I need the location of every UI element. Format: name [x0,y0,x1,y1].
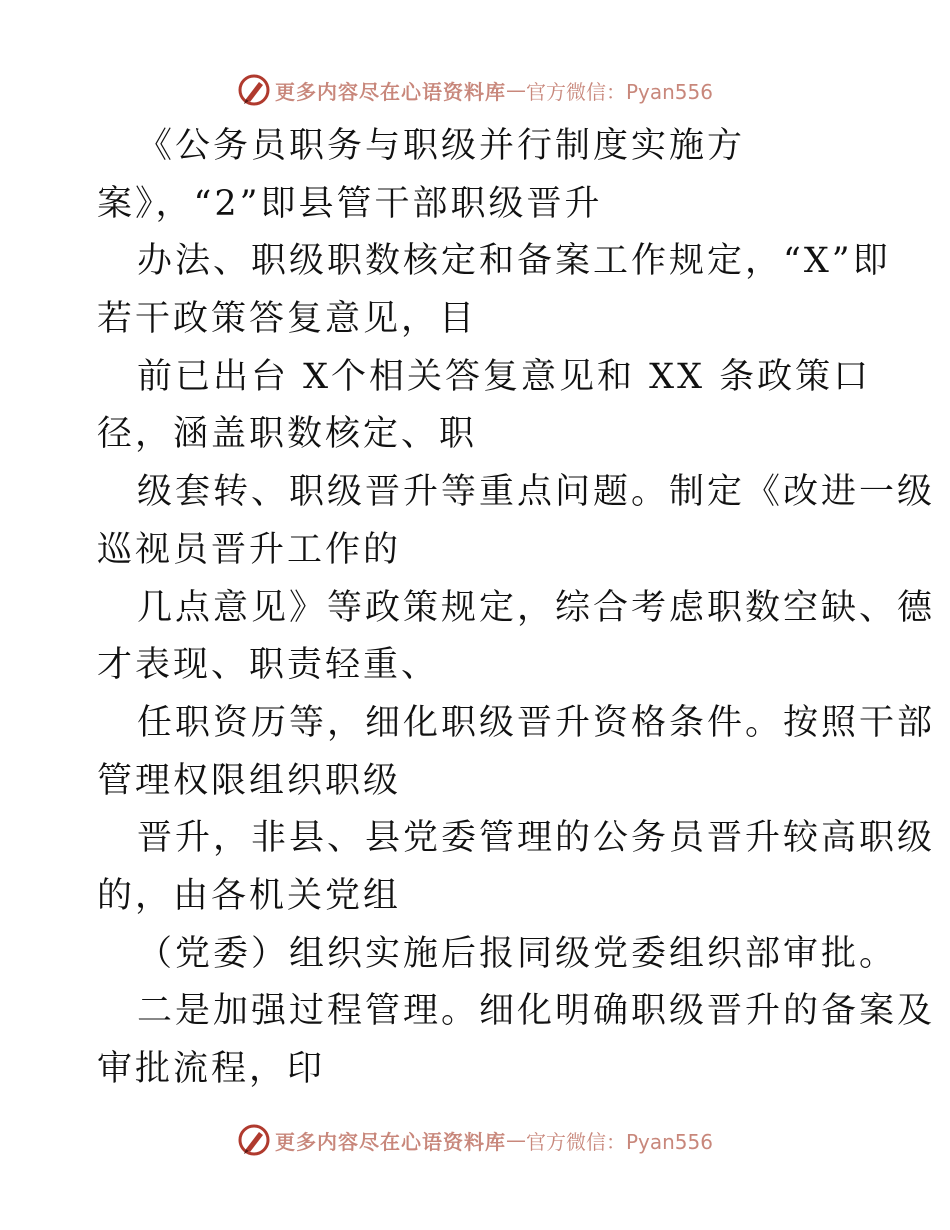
document-body [97,118,936,1099]
watermark-separator: — [505,1128,526,1152]
text-line: 若干政策答复意见，目 [97,299,478,340]
text-line: 径，涵盖职数核定、职 [97,414,478,455]
pen-logo-icon [237,73,271,107]
text-line: 前已出台 X个相关答复意见和 XX 条政策口 [137,356,872,397]
text-line: 审批流程，印 [97,1049,326,1089]
text-line: 的，由各机关党组 [97,875,402,916]
watermark-wechat: 官方微信：Pyan556 [525,79,713,104]
text-line: 《公务员职务与职级并行制度实施方 [137,126,746,166]
footer-watermark [0,1120,950,1160]
watermark-text: 更多内容尽在心语资料库 [274,79,506,104]
text-line: 任职资历等，细化职级晋升资格条件。按照干部 [137,702,936,743]
watermark-text: 更多内容尽在心语资料库 [274,1129,506,1154]
text-line: 级套转、职级晋升等重点问题。制定《改进一级 [137,472,936,513]
text-line: 晋升，非县、县党委管理的公务员晋升较高职级 [137,818,936,859]
text-line: 管理权限组织职级 [97,760,402,801]
watermark-separator: — [505,78,526,102]
text-line: 才表现、职责轻重、 [97,645,440,686]
text-line: 二是加强过程管理。细化明确职级晋升的备案及 [137,991,936,1032]
text-line: （党委）组织实施后报同级党委组织部审批。 [137,933,898,974]
text-line: 案》，“2”即县管干部职级晋升 [97,183,603,224]
text-line: 巡视员晋升工作的 [97,529,402,570]
watermark-wechat: 官方微信：Pyan556 [525,1129,713,1154]
pen-logo-icon [237,1123,271,1157]
text-line: 几点意见》等政策规定，综合考虑职数空缺、德 [137,587,936,628]
header-watermark [0,70,950,110]
text-line: 办法、职级职数核定和备案工作规定，“X”即 [137,241,891,282]
